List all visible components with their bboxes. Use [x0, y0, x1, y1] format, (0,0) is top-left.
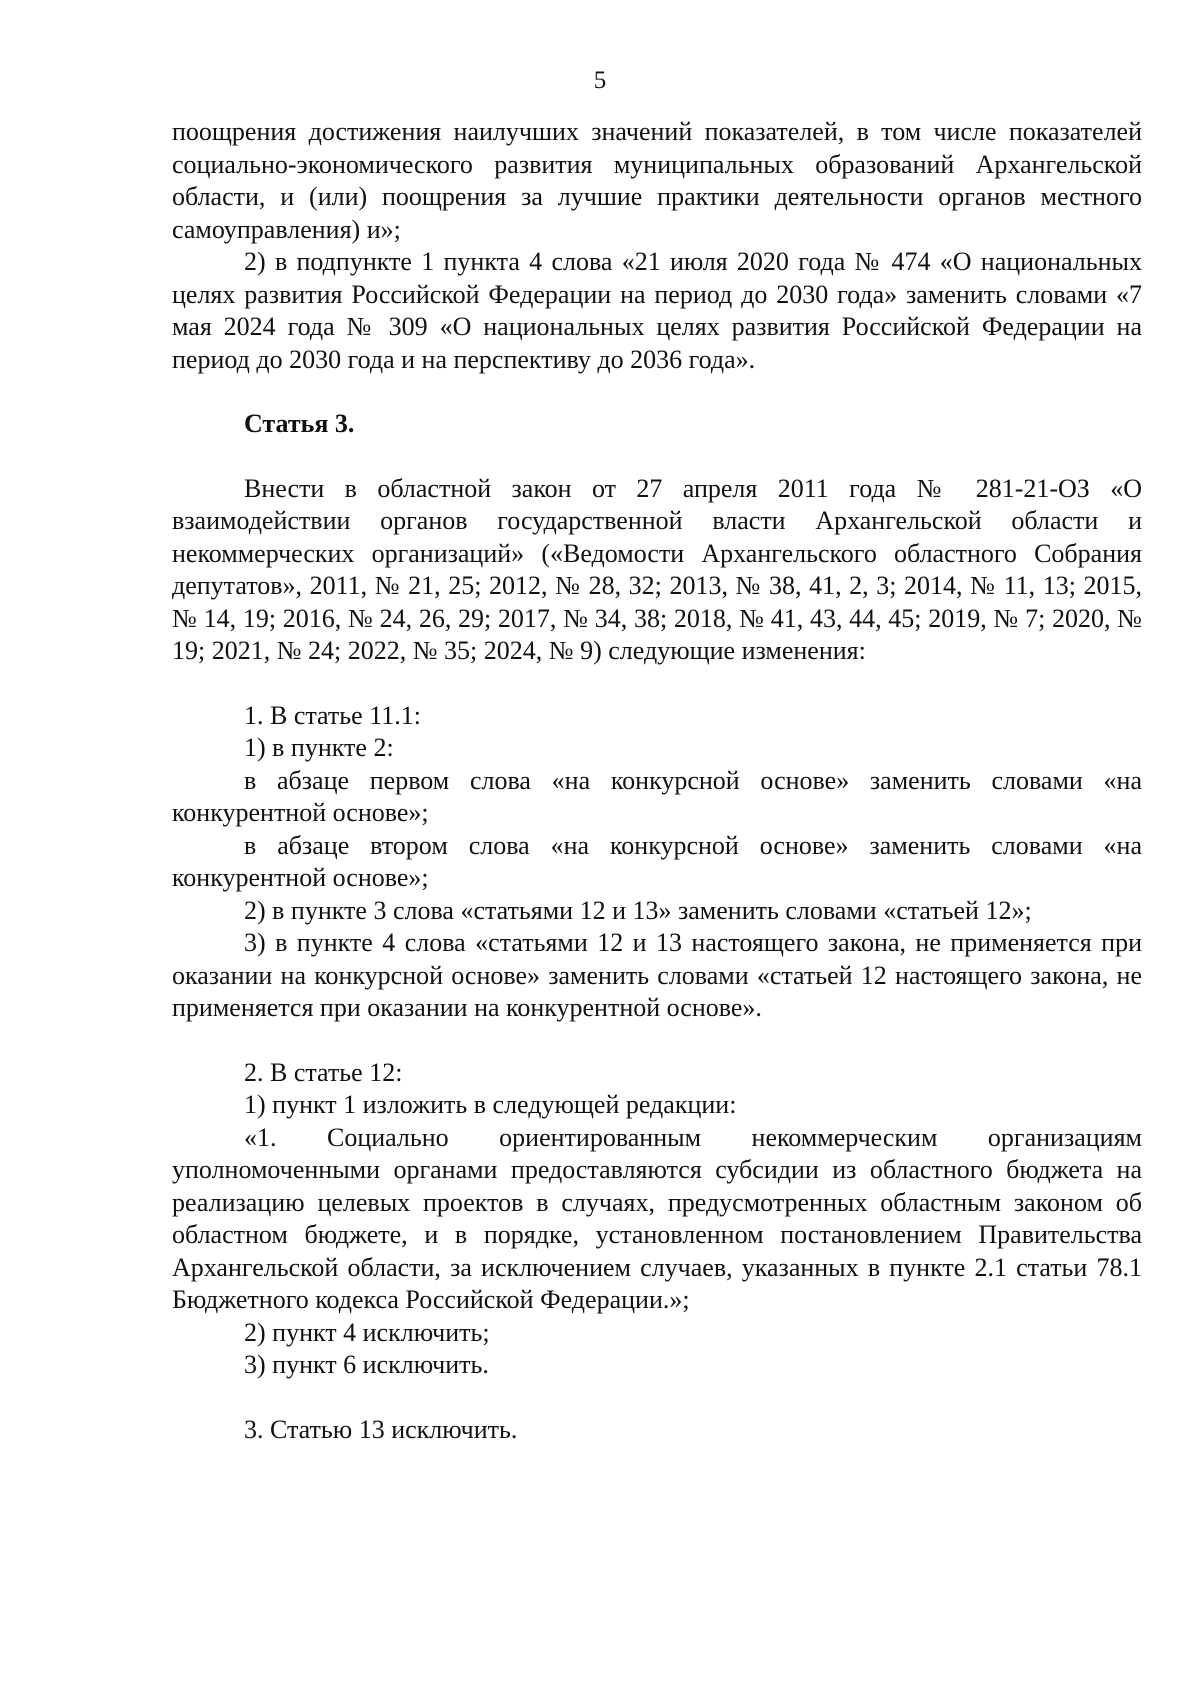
section-2-title: 2. В статье 12:	[244, 1057, 403, 1087]
section-1-item-1-paragraph-b: в абзаце втором слова «на конкурсной основе» заменить словами «на конкурентной основе»;	[172, 830, 1142, 892]
section-1-item-3: 3) в пункте 4 слова «статьями 12 и 13 настоящего закона, не применяется при оказании на конкурсной основе» заменить словами «статьей 12 настоящего закона, не применяется при оказании на конкурентной основе».	[172, 928, 1142, 1022]
spacer	[172, 668, 1142, 700]
section-2-item-2: 2) пункт 4 исключить;	[244, 1317, 490, 1347]
section-1-item-1: 1) в пункте 2:	[244, 733, 394, 762]
spacer	[172, 1025, 1142, 1057]
section-2-item-1-quote: «1. Социально ориентированным некоммерческим организациям уполномоченными органами предоставляются субсидии из областного бюджета на реализацию целевых проектов в случаях, предусмотренных областным законом об областном бюджете, и в порядке, установленном постановлением Правительства Архангельской области, за исключением случаев, указанных в пункте 2.1 статьи 78.1 Бюджетного кодекса Российской Федерации.»;	[172, 1122, 1142, 1314]
paragraph-continuation: поощрения достижения наилучших значений показателей, в том числе показателей социально-экономического развития муниципальных образований Архангельской области, и (или) поощрения за лучшие практики деятельности органов местного самоуправления) и»;	[172, 117, 1142, 244]
section-1-item-1-paragraph-a: в абзаце первом слова «на конкурсной основе» заменить словами «на конкурентной основе»;	[172, 765, 1142, 827]
document-body	[172, 116, 1142, 1446]
section-1-item-2: 2) в пункте 3 слова «статьями 12 и 13» заменить словами «статьей 12»;	[244, 895, 1032, 925]
paragraph-article-intro: Внести в областной закон от 27 апреля 2011 года № 281-21-ОЗ «О взаимодействии органов государственной власти Архангельской области и некоммерческих организаций» («Ведомости Архангельского областного Собрания депутатов», 2011, № 21, 25; 2012, № 28, 32; 2013, № 38, 41, 2, 3; 2014, № 11, 13; 2015, № 14, 19; 2016, № 24, 26, 29; 2017, № 34, 38; 2018, № 41, 43, 44, 45; 2019, № 7; 2020, № 19; 2021, № 24; 2022, № 35; 2024, № 9) следующие изменения:	[172, 473, 1142, 665]
section-3: 3. Статью 13 исключить.	[244, 1414, 518, 1444]
page-number: 5	[593, 67, 607, 94]
section-2-item-3: 3) пункт 6 исключить.	[244, 1350, 489, 1379]
section-1-title: 1. В статье 11.1:	[244, 700, 421, 730]
paragraph-subitem-2: 2) в подпункте 1 пункта 4 слова «21 июля 2020 года № 474 «О национальных целях развития Российской Федерации на период до 2030 года» заменить словами «7 мая 2024 года № 309 «О национальных целях развития Российской Федерации на период до 2030 года и на перспективу до 2036 года».	[172, 247, 1142, 374]
spacer	[172, 1382, 1142, 1414]
section-2-item-1: 1) пункт 1 изложить в следующей редакции:	[244, 1090, 737, 1119]
article-heading: Статья 3.	[244, 409, 355, 438]
